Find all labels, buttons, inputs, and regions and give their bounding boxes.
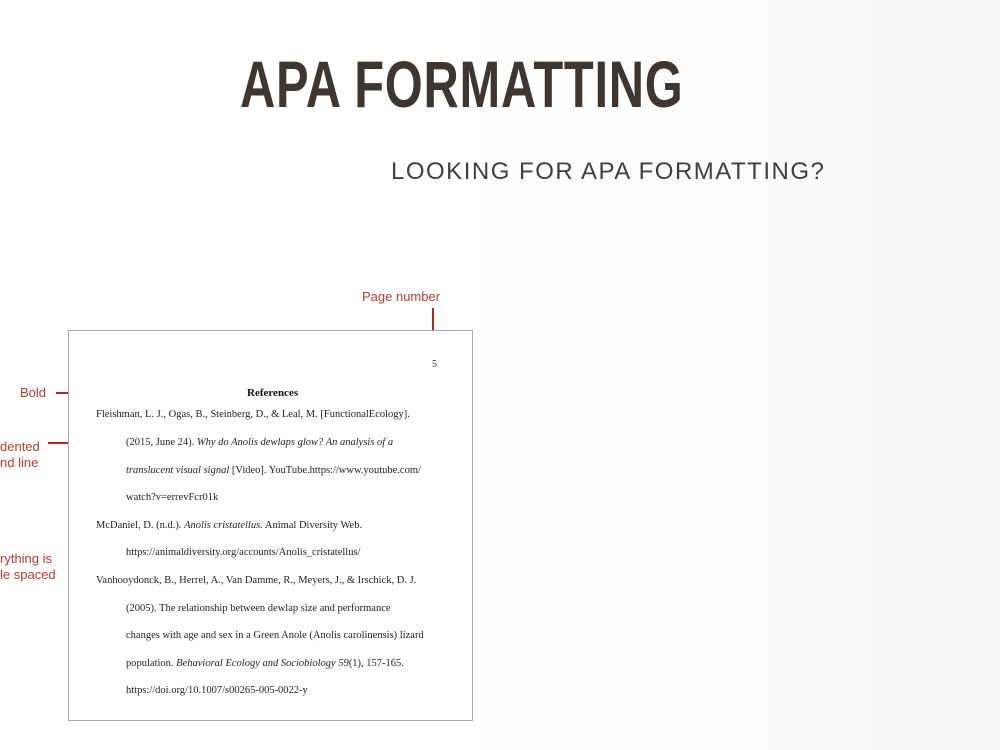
reference-italic-text: Why do Anolis dewlaps glow? An analysis of a bbox=[196, 437, 394, 448]
annotation-indented-line2: nd line bbox=[0, 455, 39, 470]
reference-text: population. bbox=[126, 658, 177, 669]
annotation-indented-line1: dented bbox=[0, 439, 40, 454]
reference-text: (1), 157-165. bbox=[348, 658, 404, 669]
slide-title: APA FORMATTING bbox=[240, 47, 684, 121]
reference-italic-text: Behavioral Ecology and Sociobiology 59 bbox=[176, 658, 349, 669]
reference-line bbox=[126, 684, 308, 698]
annotation-bold: Bold bbox=[20, 385, 47, 400]
reference-text: https://doi.org/10.1007/s00265-005-0022-y bbox=[126, 685, 308, 696]
reference-line bbox=[96, 574, 416, 588]
reference-page bbox=[68, 330, 473, 721]
doc-page-number: 5 bbox=[432, 359, 437, 370]
reference-italic-text: Anolis cristatellus. bbox=[184, 520, 263, 531]
annotation-spaced-line2: le spaced bbox=[0, 567, 56, 582]
reference-line bbox=[96, 519, 362, 533]
annotation-page-number: Page number bbox=[362, 289, 441, 304]
reference-text: McDaniel, D. (n.d.). bbox=[96, 520, 185, 531]
reference-text: watch?v=errevFcr01k bbox=[126, 492, 219, 503]
reference-text: Vanhooydonck, B., Herrel, A., Van Damme, R., Meyers, J., & Irschick, D. J. bbox=[96, 575, 417, 586]
reference-text: (2015, June 24). bbox=[126, 437, 197, 448]
reference-text: Animal Diversity Web. bbox=[262, 520, 363, 531]
reference-line bbox=[126, 546, 360, 560]
reference-text: https://animaldiversity.org/accounts/Anolis_cristatellus/ bbox=[126, 547, 361, 558]
reference-text: changes with age and sex in a Green Anole (Anolis carolinensis) lizard bbox=[126, 630, 424, 641]
annotation-spaced-line1: rything is bbox=[0, 551, 53, 566]
reference-line bbox=[126, 657, 404, 671]
reference-text: (2005). The relationship between dewlap size and performance bbox=[126, 603, 391, 614]
reference-text: [Video]. YouTube.https://www.youtube.com/ bbox=[229, 465, 421, 476]
reference-line bbox=[126, 491, 218, 505]
reference-line bbox=[126, 464, 421, 478]
reference-line bbox=[126, 602, 391, 616]
reference-line bbox=[126, 436, 393, 450]
reference-italic-text: translucent visual signal bbox=[126, 465, 230, 476]
reference-line bbox=[96, 408, 410, 422]
references-heading: References bbox=[247, 387, 299, 399]
reference-line bbox=[126, 629, 424, 643]
slide-subtitle: LOOKING FOR APA FORMATTING? bbox=[391, 158, 826, 185]
reference-text: Fleishman, L. J., Ogas, B., Steinberg, D., & Leal, M. [FunctionalEcology]. bbox=[96, 409, 410, 420]
